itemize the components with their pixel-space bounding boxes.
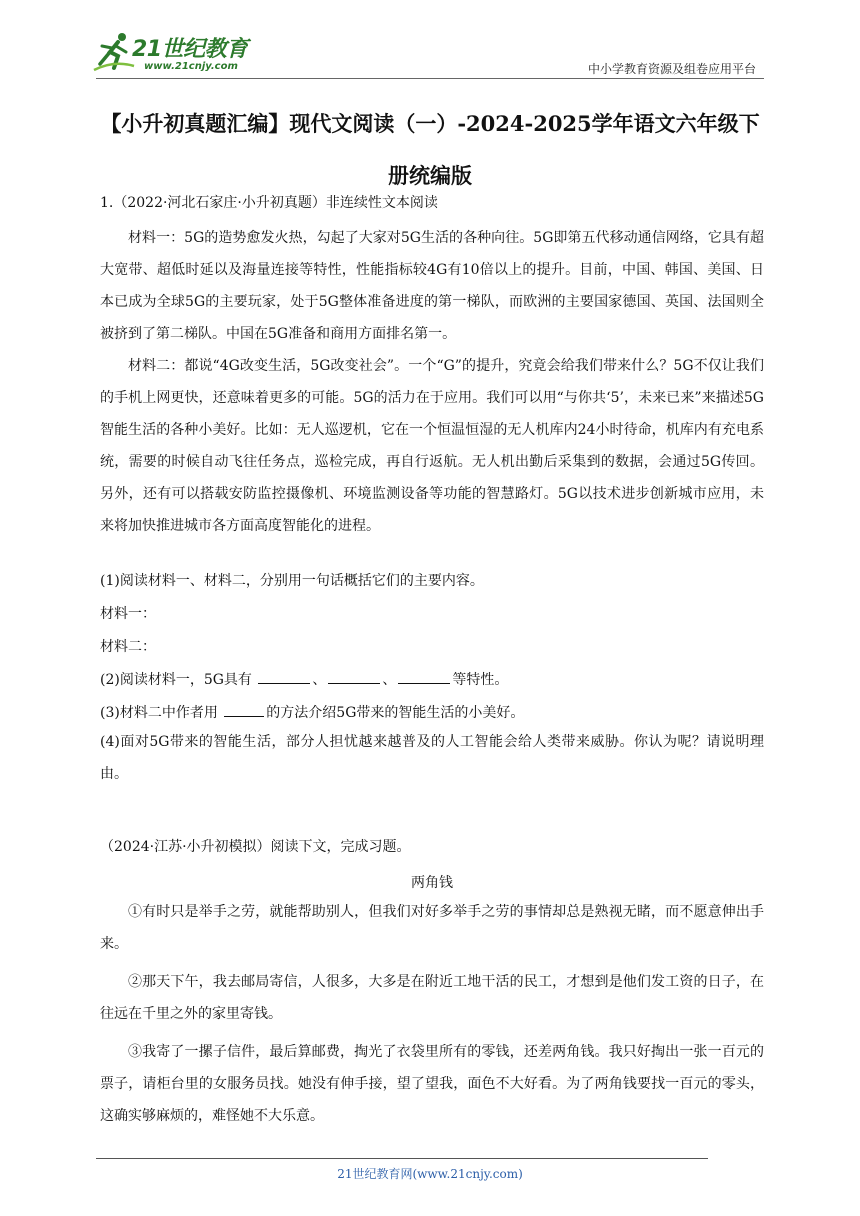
- header-divider: [96, 78, 764, 79]
- sub-question-2: [100, 669, 508, 689]
- story-paragraph-1: ①有时只是举手之劳，就能帮助别人，但我们对好多举手之劳的事情却总是熟视无睹，而不愿意伸出手来。: [100, 904, 764, 952]
- page-title: 【小升初真题汇编】现代文阅读（一）-2024-2025学年语文六年级下册统编版: [100, 111, 760, 188]
- sub-question-2-suffix: 等特性。: [452, 672, 509, 688]
- logo-text: 21世纪教育: [132, 37, 248, 62]
- question-2-source: （2024·江苏·小升初模拟）阅读下文，完成习题。: [100, 839, 411, 855]
- answer-blank[interactable]: [398, 669, 450, 684]
- logo-url: www.21cnjy.com: [144, 61, 238, 72]
- material-two: 材料二：都说“4G改变生活，5G改变社会”。一个“G”的提升，究竟会给我们带来什么？5G不仅让我们的手机上网更快，还意味着更多的可能。5G的活力在于应用。我们可以用“与你共‘5’，未来已来”来描述5G智能生活的各种小美好。比如：无人巡逻机，它在一个恒温恒湿的无人机库内24小时待命，机库内有充电系统，需要的时候自动飞往任务点，巡检完成，再自行返航。无人机出勤后采集到的数据，会通过5G传回。另外，还有可以搭载安防监控摄像机、环境监测设备等功能的智慧路灯。5G以技术进步创新城市应用，未来将加快推进城市各方面高度智能化的进程。: [100, 358, 764, 534]
- material-one: 材料一：5G的造势愈发火热，勾起了大家对5G生活的各种向往。5G即第五代移动通信网络，它具有超大宽带、超低时延以及海量连接等特性，性能指标较4G有10倍以上的提升。目前，中国、韩国、美国、日本已成为全球5G的主要玩家，处于5G整体准备进度的第一梯队，而欧洲的主要国家德国、英国、法国则全被挤到了第二梯队。中国在5G准备和商用方面排名第一。: [100, 230, 764, 342]
- platform-name: 中小学教育资源及组卷应用平台: [587, 62, 756, 76]
- question-1-source: 1.（2022·河北石家庄·小升初真题）非连续性文本阅读: [100, 195, 438, 211]
- answer-blank[interactable]: [258, 669, 310, 684]
- separator: 、: [382, 672, 397, 688]
- runner-logo-icon: [92, 30, 136, 74]
- sub-question-4: (4)面对5G带来的智能生活，部分人担忧越来越普及的人工智能会给人类带来威胁。你认为呢？请说明理由。: [100, 734, 764, 782]
- footer-link[interactable]: 21世纪教育网(www.21cnjy.com): [337, 1167, 523, 1181]
- sub-question-2-text: (2)阅读材料一，5G具有: [100, 672, 252, 688]
- story-title: 两角钱: [411, 875, 453, 891]
- sub-question-3: [100, 702, 524, 722]
- story-paragraph-3: ③我寄了一摞子信件，最后算邮费，掏光了衣袋里所有的零钱，还差两角钱。我只好掏出一张一百元的票子，请柜台里的女服务员找。她没有伸手接，望了望我，面色不大好看。为了两角钱要找一百元的零头，这确实够麻烦的，难怪她不大乐意。: [100, 1044, 764, 1124]
- page-header: [0, 0, 860, 84]
- sub-question-1: (1)阅读材料一、材料二，分别用一句话概括它们的主要内容。: [100, 573, 484, 589]
- story-paragraph-2: ②那天下午，我去邮局寄信，人很多，大多是在附近工地干活的民工，才想到是他们发工资的日子，在往远在千里之外的家里寄钱。: [100, 974, 764, 1022]
- separator: 、: [312, 672, 327, 688]
- sub-question-3-suffix: 的方法介绍5G带来的智能生活的小美好。: [266, 705, 525, 721]
- footer-divider: [96, 1158, 708, 1159]
- site-logo[interactable]: [92, 30, 262, 80]
- answer-label-material-one: 材料一：: [100, 606, 156, 622]
- answer-label-material-two: 材料二：: [100, 639, 156, 655]
- answer-blank[interactable]: [328, 669, 380, 684]
- answer-blank[interactable]: [224, 702, 264, 717]
- sub-question-3-text: (3)材料二中作者用: [100, 705, 218, 721]
